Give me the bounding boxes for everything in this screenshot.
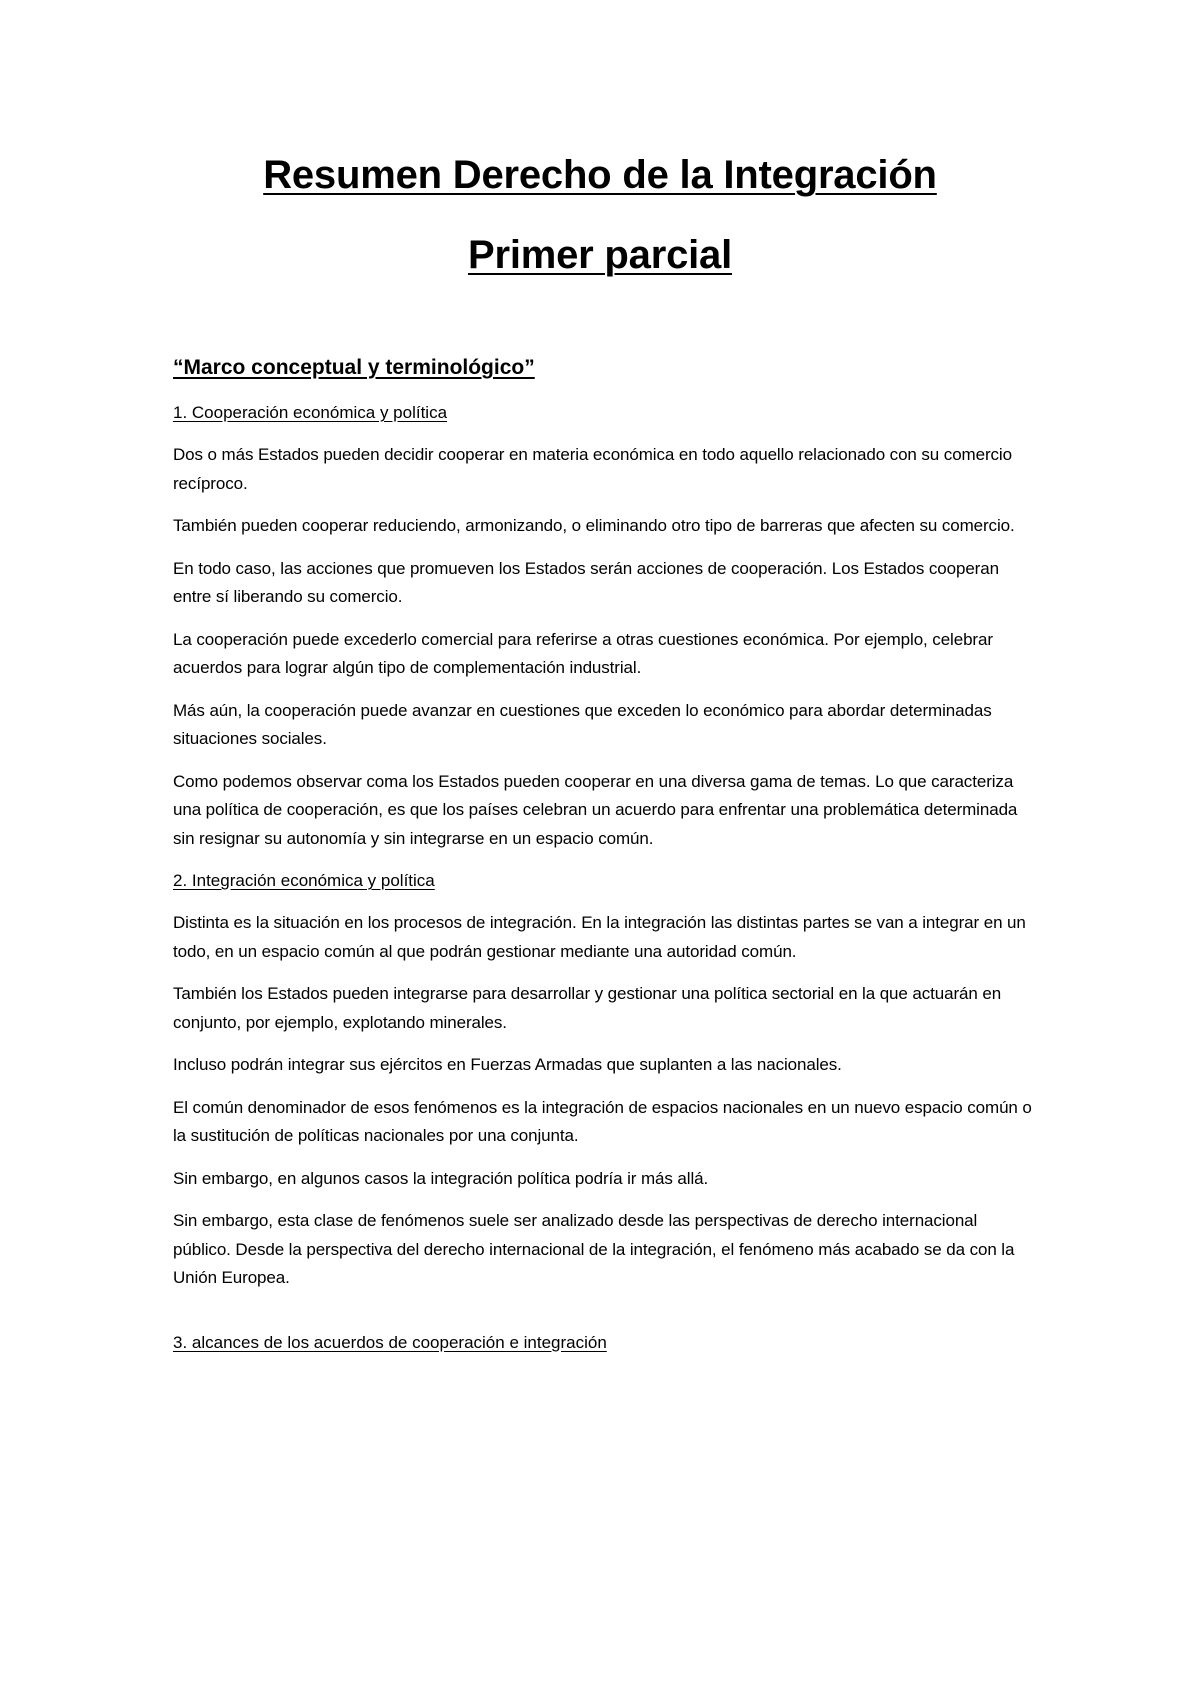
paragraph: Sin embargo, esta clase de fenómenos suele ser analizado desde las perspectivas de derecho internacional público. Desde la perspectiva del derecho internacional de la integración, el fenómeno más acabado se da con la Unión Europea.: [173, 1211, 1015, 1287]
document-subtitle: Primer parcial: [467, 233, 733, 277]
section-heading: “Marco conceptual y terminológico”: [173, 356, 535, 379]
paragraph: También los Estados pueden integrarse para desarrollar y gestionar una política sectorial en la que actuarán en conjunto, por ejemplo, explotando minerales.: [173, 984, 1002, 1032]
paragraph: Más aún, la cooperación puede avanzar en cuestiones que exceden lo económico para abordar determinadas situaciones sociales.: [173, 700, 992, 748]
subheading-alcances: 3. alcances de los acuerdos de cooperación e integración: [173, 1332, 607, 1352]
paragraph: Como podemos observar coma los Estados pueden cooperar en una diversa gama de temas. Lo que caracteriza una política de cooperación, es que los países celebran un acuerdo para enfrentar una problemática determinada sin resignar su autonomía y sin integrarse en un espacio común.: [173, 771, 1018, 848]
paragraph: El común denominador de esos fenómenos es la integración de espacios nacionales en un nuevo espacio común o la sustitución de políticas nacionales por una conjunta.: [173, 1097, 1032, 1145]
document-title: Resumen Derecho de la Integración: [263, 153, 937, 197]
subheading-integracion: 2. Integración económica y política: [173, 871, 435, 890]
paragraph: En todo caso, las acciones que promueven los Estados serán acciones de cooperación. Los Estados cooperan entre sí liberando su comercio.: [173, 558, 999, 606]
paragraph: Sin embargo, en algunos casos la integración política podría ir más allá.: [173, 1168, 709, 1188]
paragraph: También pueden cooperar reduciendo, armonizando, o eliminando otro tipo de barreras que afecten su comercio.: [173, 516, 1015, 535]
paragraph: Distinta es la situación en los procesos de integración. En la integración las distintas partes se van a integrar en un todo, en un espacio común al que podrán gestionar mediante una autoridad común.: [173, 913, 1026, 961]
subheading-cooperacion: 1. Cooperación económica y política: [173, 403, 448, 422]
paragraph: Incluso podrán integrar sus ejércitos en Fuerzas Armadas que suplanten a las nacionales.: [173, 1055, 842, 1074]
document-body: [173, 354, 1033, 1371]
spacer: [173, 1307, 1033, 1329]
paragraph: Dos o más Estados pueden decidir cooperar en materia económica en todo aquello relacionado con su comercio recíproco.: [173, 445, 1012, 493]
paragraph: La cooperación puede excederlo comercial para referirse a otras cuestiones económica. Por ejemplo, celebrar acuerdos para lograr algún tipo de complementación industrial.: [173, 629, 993, 677]
